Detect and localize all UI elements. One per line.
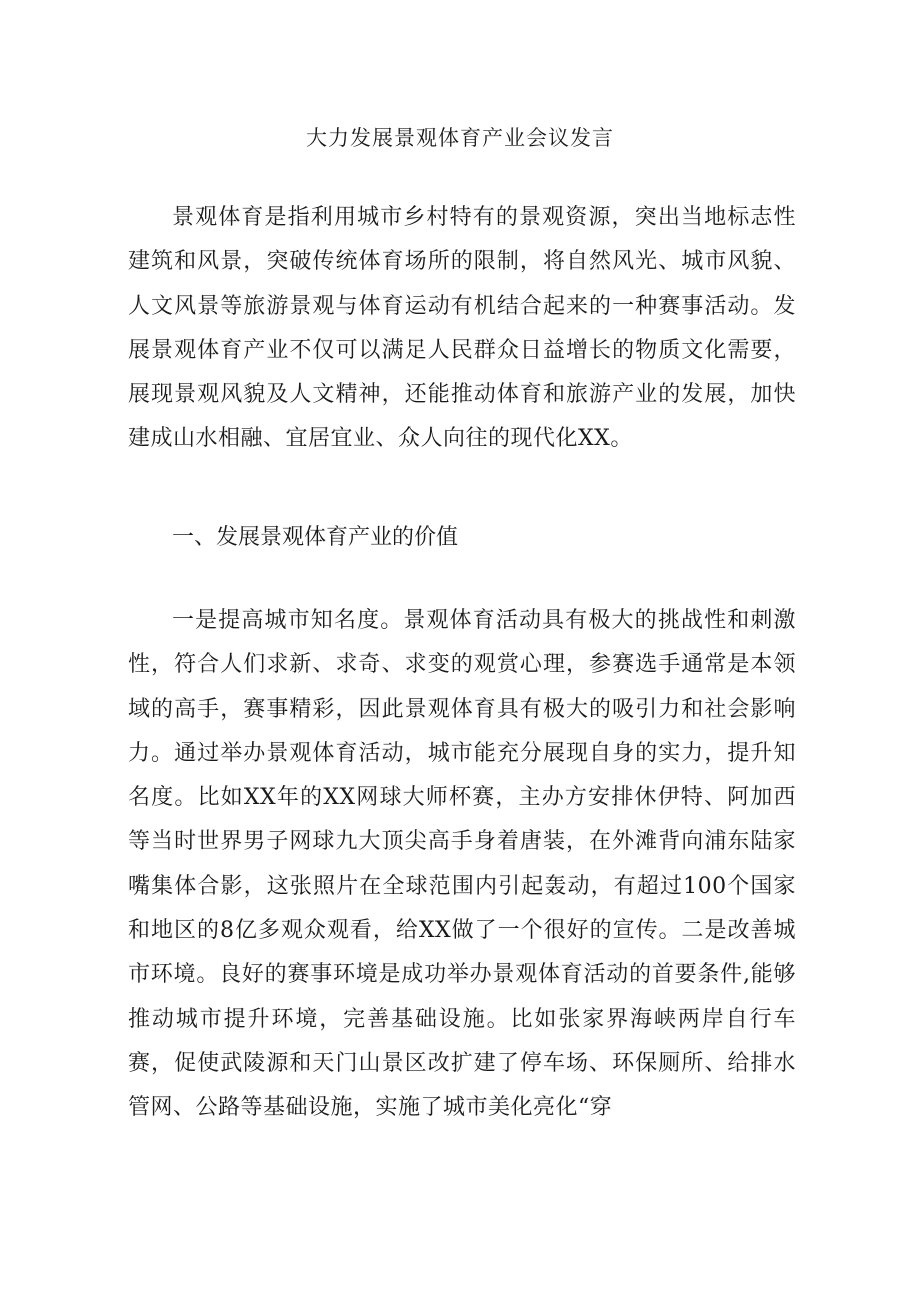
document-title: 大力发展景观体育产业会议发言 [306, 126, 614, 150]
intro-paragraph: 景观体育是指利用城市乡村特有的景观资源，突出当地标志性建筑和风景，突破传统体育场所的限制，将自然风光、城市风貌、人文风景等旅游景观与体育运动有机结合起来的一种赛事活动。发展景观体育产业不仅可以满足人民群众日益增长的物质文化需要，展现景观风貌及人文精神，还能推动体育和旅游产业的发展，加快建成山水相融、宜居宜业、众人向往的现代化XX。 [128, 205, 796, 452]
body-paragraph: 一是提高城市知名度。景观体育活动具有极大的挑战性和刺激性，符合人们求新、求奇、求变的观赏心理，参赛选手通常是本领域的高手，赛事精彩，因此景观体育具有极大的吸引力和社会影响力。通过举办景观体育活动，城市能充分展现自身的实力，提升知名度。比如XX年的XX网球大师杯赛，主办方安排休伊特、阿加西等当时世界男子网球九大顶尖高手身着唐装，在外滩背向浦东陆家嘴集体合影，这张照片在全球范围内引起轰动，有超过100个国家和地区的8亿多观众观看，给XX做了一个很好的宣传。二是改善城市环境。良好的赛事环境是成功举办景观体育活动的首要条件,能够推动城市提升环境，完善基础设施。比如张家界海峡两岸自行车赛，促使武陵源和天门山景区改扩建了停车场、环保厕所、给排水管网、公路等基础设施，实施了城市美化亮化“穿 [128, 608, 796, 1121]
section-heading: 一、发展景观体育产业的价值 [172, 525, 459, 550]
